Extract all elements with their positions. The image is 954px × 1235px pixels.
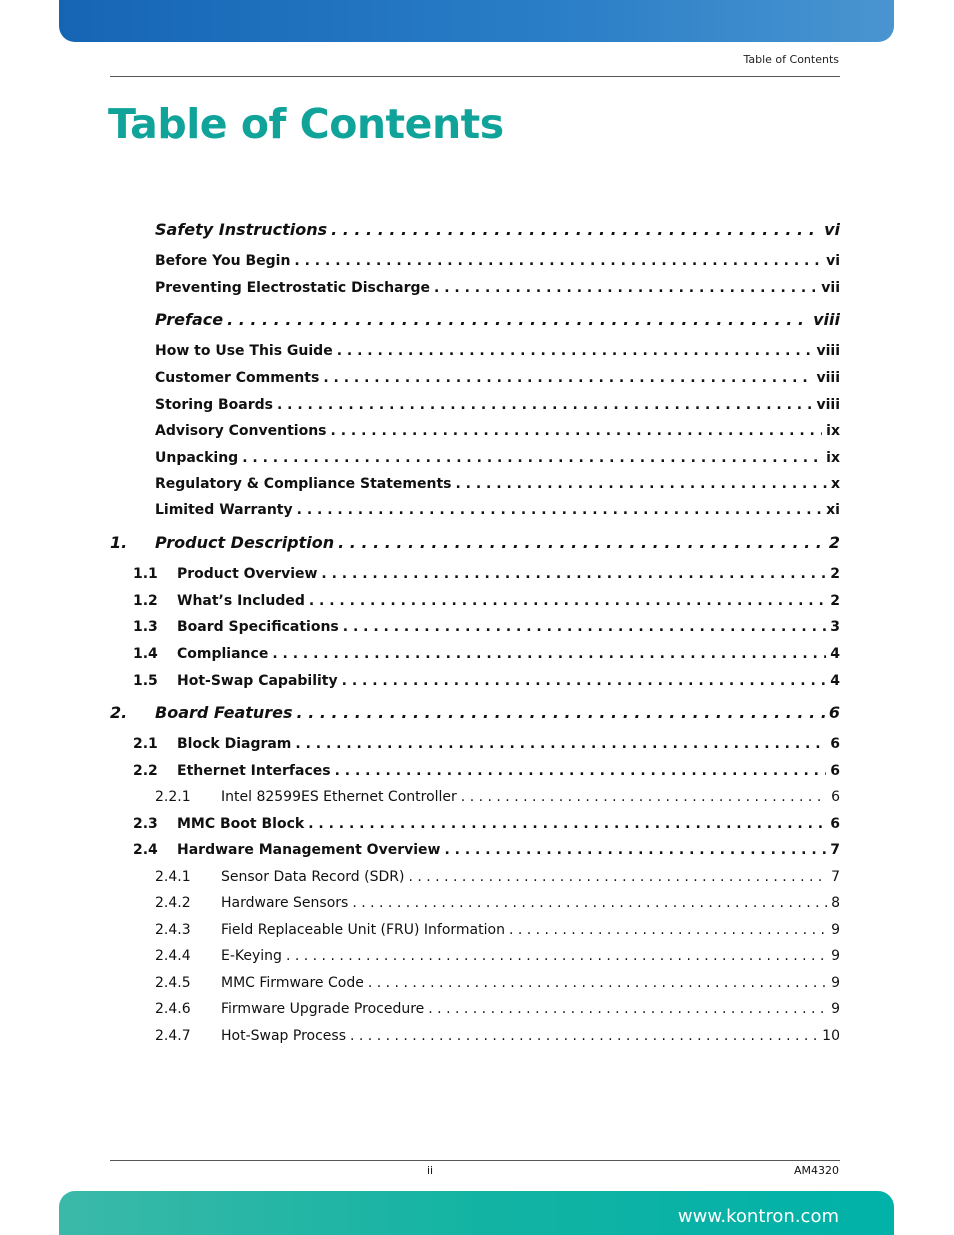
toc-entry-page: vii <box>821 280 840 296</box>
toc-entry[interactable] <box>110 842 840 858</box>
toc-leader-dots <box>331 423 823 439</box>
toc-entry-page: 9 <box>831 922 840 938</box>
page-number: ii <box>427 1164 434 1177</box>
toc-entry[interactable] <box>110 370 840 386</box>
toc-leader-dots <box>342 673 827 689</box>
toc-entry-label: MMC Firmware Code <box>221 975 364 991</box>
toc-entry-number: 2. <box>110 703 128 722</box>
toc-entry-page: 2 <box>830 566 840 582</box>
toc-entry[interactable] <box>110 310 840 329</box>
toc-leader-dots <box>242 450 822 466</box>
toc-entry-label: Preventing Electrostatic Discharge <box>155 280 430 296</box>
toc-entry-label: Field Replaceable Unit (FRU) Information <box>221 922 505 938</box>
toc-entry-page: 7 <box>831 869 840 885</box>
toc-entry-page: 2 <box>830 593 840 609</box>
toc-entry-label: Regulatory & Compliance Statements <box>155 476 452 492</box>
toc-entry-page: vi <box>826 253 840 269</box>
toc-entry-page: 8 <box>831 895 840 911</box>
toc-leader-dots <box>294 253 822 269</box>
toc-entry-page: 6 <box>830 763 840 779</box>
toc-leader-dots <box>337 343 813 359</box>
toc-leader-dots <box>428 1001 827 1017</box>
toc-leader-dots <box>297 502 823 518</box>
toc-leader-dots <box>295 736 826 752</box>
toc-entry-page: viii <box>816 370 840 386</box>
toc-entry-page: ix <box>826 450 840 466</box>
toc-entry[interactable] <box>110 397 840 413</box>
toc-entry-label: Hardware Sensors <box>221 895 349 911</box>
toc-entry[interactable] <box>110 948 840 964</box>
toc-entry[interactable] <box>110 922 840 938</box>
toc-entry-page: 9 <box>831 1001 840 1017</box>
toc-entry[interactable] <box>110 646 840 662</box>
toc-leader-dots <box>227 310 809 329</box>
toc-entry-label: Firmware Upgrade Procedure <box>221 1001 425 1017</box>
toc-entry[interactable] <box>110 593 840 609</box>
toc-entry-label: Safety Instructions <box>155 220 328 239</box>
website-link[interactable]: www.kontron.com <box>677 1206 839 1227</box>
toc-entry-label: MMC Boot Block <box>177 816 305 832</box>
toc-leader-dots <box>461 789 827 805</box>
toc-entry-number: 2.3 <box>133 816 158 832</box>
toc-entry-label: Storing Boards <box>155 397 273 413</box>
toc-entry-page: viii <box>816 343 840 359</box>
toc-entry-page: 6 <box>830 736 840 752</box>
toc-entry-number: 2.4.1 <box>155 869 191 885</box>
toc-entry[interactable] <box>110 619 840 635</box>
toc-entry-label: E-Keying <box>221 948 282 964</box>
toc-entry[interactable] <box>110 975 840 991</box>
toc-leader-dots <box>335 763 827 779</box>
toc-leader-dots <box>350 1028 818 1044</box>
toc-entry-label: Preface <box>155 310 224 329</box>
toc-entry-label: Compliance <box>177 646 269 662</box>
toc-entry-number: 1.3 <box>133 619 158 635</box>
toc-entry-label: Board Features <box>155 703 293 722</box>
toc-leader-dots <box>368 975 827 991</box>
toc-entry[interactable] <box>110 253 840 269</box>
toc-entry-number: 1.4 <box>133 646 158 662</box>
toc-entry-label: Intel 82599ES Ethernet Controller <box>221 789 457 805</box>
toc-entry[interactable] <box>110 736 840 752</box>
toc-leader-dots <box>272 646 826 662</box>
toc-leader-dots <box>277 397 813 413</box>
toc-entry-number: 2.4.2 <box>155 895 191 911</box>
toc-entry-page: 9 <box>831 948 840 964</box>
toc-entry-number: 2.4.3 <box>155 922 191 938</box>
toc-entry[interactable] <box>110 789 840 805</box>
toc-entry[interactable] <box>110 869 840 885</box>
toc-entry-number: 1.5 <box>133 673 158 689</box>
toc-leader-dots <box>308 816 826 832</box>
toc-leader-dots <box>286 948 827 964</box>
toc-entry-number: 2.4 <box>133 842 158 858</box>
toc-leader-dots <box>321 566 826 582</box>
toc-entry-page: 2 <box>828 533 840 552</box>
toc-entry[interactable] <box>110 533 840 552</box>
toc-entry[interactable] <box>110 450 840 466</box>
toc-leader-dots <box>323 370 812 386</box>
toc-leader-dots <box>297 703 825 722</box>
toc-entry-page: vi <box>824 220 840 239</box>
toc-entry-label: Limited Warranty <box>155 502 293 518</box>
toc-entry[interactable] <box>110 476 840 492</box>
toc-entry-page: 4 <box>830 673 840 689</box>
toc-entry[interactable] <box>110 816 840 832</box>
toc-entry-number: 2.1 <box>133 736 158 752</box>
toc-entry-page: x <box>830 476 840 492</box>
footer-divider <box>110 1160 840 1161</box>
toc-entry-number: 1.2 <box>133 593 158 609</box>
toc-entry[interactable] <box>110 895 840 911</box>
toc-entry[interactable] <box>110 502 840 518</box>
toc-entry-number: 1.1 <box>133 566 158 582</box>
toc-leader-dots <box>331 220 820 239</box>
toc-leader-dots <box>408 869 827 885</box>
toc-entry-page: 10 <box>822 1028 840 1044</box>
toc-entry-page: 6 <box>828 703 840 722</box>
header-band <box>59 0 894 42</box>
toc-entry[interactable] <box>110 673 840 689</box>
toc-entry-label: Product Description <box>155 533 335 552</box>
toc-entry[interactable] <box>110 1001 840 1017</box>
toc-entry-label: Advisory Conventions <box>155 423 327 439</box>
header-divider <box>110 76 840 77</box>
toc-entry-number: 2.4.6 <box>155 1001 191 1017</box>
toc-entry-label: Before You Begin <box>155 253 291 269</box>
toc-leader-dots <box>455 476 826 492</box>
page-title: Table of Contents <box>108 100 504 148</box>
toc-entry-label: Unpacking <box>155 450 239 466</box>
toc-entry-page: ix <box>826 423 840 439</box>
toc-entry-label: Customer Comments <box>155 370 320 386</box>
toc-entry-number: 2.4.5 <box>155 975 191 991</box>
toc-entry-label: Hot-Swap Process <box>221 1028 346 1044</box>
toc-entry-label: How to Use This Guide <box>155 343 333 359</box>
toc-entry[interactable] <box>110 220 840 239</box>
toc-entry-label: Board Specifications <box>177 619 339 635</box>
toc-entry[interactable] <box>110 423 840 439</box>
toc-entry[interactable] <box>110 763 840 779</box>
toc-entry-page: viii <box>816 397 840 413</box>
toc-entry-page: 3 <box>830 619 840 635</box>
toc-entry[interactable] <box>110 703 840 722</box>
toc-entry-page: 4 <box>830 646 840 662</box>
toc-entry[interactable] <box>110 566 840 582</box>
toc-entry-label: Ethernet Interfaces <box>177 763 331 779</box>
toc-leader-dots <box>352 895 827 911</box>
toc-leader-dots <box>338 533 825 552</box>
toc-leader-dots <box>309 593 826 609</box>
toc-entry-label: Sensor Data Record (SDR) <box>221 869 405 885</box>
toc-entry-page: xi <box>826 502 840 518</box>
running-header: Table of Contents <box>743 53 839 66</box>
toc-entry-page: 7 <box>830 842 840 858</box>
toc-entry-number: 1. <box>110 533 128 552</box>
toc-leader-dots <box>434 280 817 296</box>
toc-entry-page: 9 <box>831 975 840 991</box>
toc-leader-dots <box>444 842 826 858</box>
toc-leader-dots <box>509 922 827 938</box>
toc-leader-dots <box>343 619 826 635</box>
toc-entry-label: What’s Included <box>177 593 305 609</box>
toc-entry-page: 6 <box>830 816 840 832</box>
toc-entry[interactable] <box>110 1028 840 1044</box>
toc-entry-number: 2.2 <box>133 763 158 779</box>
toc-entry-number: 2.4.4 <box>155 948 191 964</box>
toc-entry-label: Block Diagram <box>177 736 292 752</box>
toc-entry[interactable] <box>110 280 840 296</box>
toc-entry-number: 2.2.1 <box>155 789 191 805</box>
toc-entry[interactable] <box>110 343 840 359</box>
product-name: AM4320 <box>793 1164 839 1177</box>
toc-entry-label: Product Overview <box>177 566 318 582</box>
toc-entry-page: 6 <box>831 789 840 805</box>
toc-entry-number: 2.4.7 <box>155 1028 191 1044</box>
toc-entry-label: Hot-Swap Capability <box>177 673 338 689</box>
toc-entry-label: Hardware Management Overview <box>177 842 441 858</box>
toc-entry-page: viii <box>813 310 840 329</box>
